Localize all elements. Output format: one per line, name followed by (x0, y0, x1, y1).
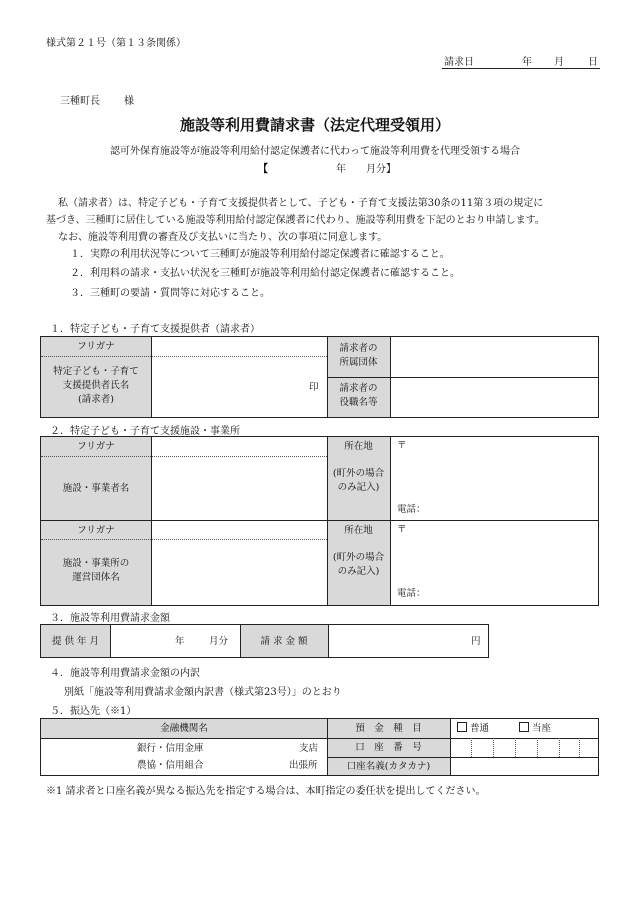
postal-mark: 〒 (397, 524, 407, 535)
office-label: 出張所 (289, 760, 318, 771)
page-title: 施設等利用費請求書（法定代理受領用） (179, 116, 450, 134)
footnote: ※1 請求者と口座名義が異なる振込先を指定する場合は、本町指定の委任状を提出してください。 (46, 786, 486, 797)
breakdown-reference: 別紙「施設等利用費請求金額内訳書（様式第23号）」のとおり (64, 687, 342, 698)
consent-item: １．実際の利用状況等について三種町が施設等利用給付認定保護者に確認すること。 (70, 249, 450, 260)
furigana-label: フリガナ (77, 525, 115, 536)
period-year: 年 (336, 164, 346, 175)
branch-label: 支店 (299, 743, 319, 754)
phone-label: 電話： (397, 504, 426, 515)
consent-item: ３．三種町の要請・質問等に対応すること。 (70, 288, 270, 299)
subtitle: 認可外保育施設等が施設等利用給付認定保護者に代わって施設等利用費を代理受領する場合 (110, 146, 520, 157)
addressee-suffix: 様 (124, 96, 134, 107)
facility-name-label: 施設・事業者名 (62, 483, 130, 494)
consent-item: ２．利用料の請求・支払い状況を三種町が施設等利用給付認定保護者に確認すること。 (70, 268, 460, 279)
address-label: 所在地 (344, 441, 373, 452)
body-line-2: 基づき、三種町に居住している施設等利用給付認定保護者に代わり、施設等利用費を下記のとおり申請します。 (46, 215, 545, 226)
section5-heading: ５．振込先（※1） (50, 706, 137, 717)
bank-header: 金融機関名 (160, 723, 208, 734)
addressee: 三種町長 (60, 96, 100, 107)
period-open: 【 (258, 164, 268, 175)
postal-mark: 〒 (397, 440, 407, 451)
body-line-1: 私（請求者）は、特定子ども・子育て支援提供者として、子ども・子育て支援法第30条の11第３項の規定に (58, 198, 544, 209)
section2-heading: ２．特定子ども・子育て支援施設・事業所 (50, 426, 240, 437)
deposit-type-label: 預 金 種 目 (355, 723, 422, 734)
period-month: 月分 (209, 636, 229, 647)
outside-note: (町外の場合 のみ記入) (332, 468, 385, 493)
outside-note: (町外の場合 のみ記入) (332, 552, 385, 577)
section4-heading: ４．施設等利用費請求金額の内訳 (50, 668, 200, 679)
furigana-label: フリガナ (77, 441, 115, 452)
request-date-day: 日 (588, 57, 598, 68)
role-label: 請求者の 役職名等 (339, 383, 378, 408)
phone-label: 電話： (397, 588, 426, 599)
facility-table (40, 436, 599, 606)
yen-mark: 円 (471, 636, 481, 647)
furigana-label: フリガナ (77, 341, 115, 352)
bank-table (40, 718, 599, 776)
amount-label: 請 求 金 額 (260, 636, 308, 647)
section1-heading: １．特定子ども・子育て支援提供者（請求者） (50, 324, 260, 335)
period-month: 月分】 (366, 164, 396, 175)
amount-table (40, 624, 489, 658)
operator-name-label: 施設・事業所の 運営団体名 (62, 558, 130, 583)
org-label: 請求者の 所属団体 (339, 343, 378, 368)
ordinary-option[interactable]: 普通 (457, 722, 489, 736)
bank-type-1: 銀行・信用金庫 (137, 743, 204, 754)
address-label: 所在地 (344, 525, 373, 536)
period-label: 提 供 年 月 (51, 636, 100, 647)
ordinary-checkbox[interactable] (457, 722, 467, 732)
body-line-3: なお、施設等利用費の審査及び支払いに当たり、次の事項に同意します。 (58, 232, 388, 243)
bank-type-2: 農協・信用組合 (137, 760, 204, 771)
form-number: 様式第２１号（第１３条関係） (46, 38, 186, 49)
seal-mark: 印 (309, 382, 319, 393)
account-name-label: 口座名義(カタカナ) (346, 761, 431, 772)
request-date-year: 年 (522, 57, 532, 68)
request-date (442, 53, 600, 69)
request-date-month: 月 (554, 57, 564, 68)
period-year: 年 (175, 636, 185, 647)
provider-table (40, 336, 599, 418)
provider-name-label: 特定子ども・子育て 支援提供者氏名 (請求者) (53, 366, 139, 405)
current-checkbox[interactable] (519, 722, 529, 732)
request-date-label: 請求日 (444, 57, 474, 68)
section3-heading: ３．施設等利用費請求金額 (50, 613, 170, 624)
account-number-label: 口 座 番 号 (355, 742, 422, 753)
current-option[interactable]: 当座 (519, 722, 551, 736)
